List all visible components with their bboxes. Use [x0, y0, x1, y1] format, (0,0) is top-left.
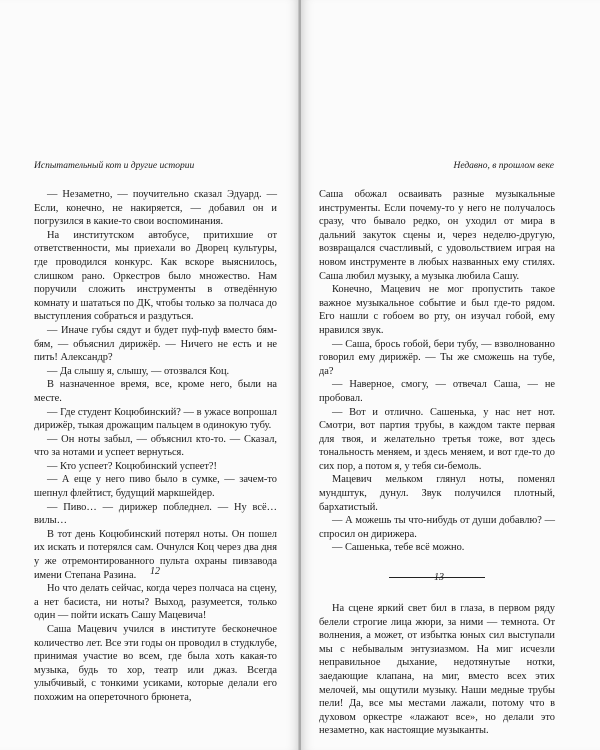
paragraph: — Незаметно, — поучительно сказал Эдуард. — Если, конечно, не накиряется, — добавил он и погрузился в какие-то свои воспоминания.: [34, 189, 277, 228]
paragraph: — Он ноты забыл, — объяснил кто-то. — Сказал, что за нотами и успеет вернуться.: [34, 433, 277, 459]
paragraph: Мацевич мельком глянул ноты, поменял мундштук, дунул. Звук получился плотный, бархатистый.: [319, 474, 555, 513]
paragraph: — Где студент Коцюбинский? — в ужасе вопрошал дирижёр, тыкая дрожащим пальцем в одинокую тубу.: [34, 406, 277, 432]
paragraph: — Кто успеет? Коцюбинский успеет?!: [47, 460, 217, 472]
paragraph: — Наверное, смогу, — отвечал Саша, — не пробовал.: [319, 379, 555, 404]
paragraph: — Да слышу я, слышу, — отозвался Коц.: [47, 365, 230, 377]
left-page-number: 12: [150, 566, 160, 577]
left-page-text: [34, 188, 277, 705]
right-page-number: 13: [434, 572, 444, 583]
paragraph: В назначенное время, все, кроме него, были на месте.: [34, 379, 277, 404]
paragraph: На сцене яркий свет бил в глаза, в первом ряду белели строгие лица жюри, за ними — темнота. От волнения, а может, от избытка юных сил выступали мы с небывалым энтузиазмом. На миг исчезли неправильное дыхание, недотянутые нотки, заедающие клапана, на миг, вместо всех этих мелочей, мы ощутили музыку. Наши медные трубы пели! Да, все мы местами лажали, потому что в духовом оркестре «лажают все», но делали это незаметно, как настоящие музыканты.: [319, 603, 555, 737]
paragraph: Но что делать сейчас, когда через полчаса на сцену, а нет басиста, ни ноты? Выход, разумеется, только один — пойти искать Сашу Мацевича!: [34, 583, 277, 622]
paragraph: В тот день Коцюбинский потерял ноты. Он пошел их искать и потерялся сам. Очнулся Коц через два дня у же отремонтированного пульта охраны пивзавода имени Степана Разина.: [34, 528, 277, 581]
paragraph: — Сашенька, тебе всё можно.: [332, 542, 465, 554]
left-page: [0, 0, 299, 750]
paragraph: — Иначе губы сядут и будет пуф-пуф вместо бям-бям, — объяснил дирижёр. — Ничего не есть и не пить! Александр?: [34, 324, 277, 364]
paragraph: — А можешь ты что-нибудь от души добавлю? — спросил он дирижера.: [319, 515, 555, 540]
paragraph: Саша Мацевич учился в институте бесконечное количество лет. Все эти годы он проводил в студклубе, принимая участие во всем, где была хоть какая-то музыка, будь то хор, театр или джаз. Всегда улыбчивый, с тонкими усиками, которые делали его похожим на опереточного брюнета,: [34, 624, 277, 703]
paragraph: Саша обожал осваивать разные музыкальные инструменты. Если почему-то у него не получалось сразу, что бывало редко, он уходил от мира в дальний закуток сцены и, через неделю-другую, возвращался счастливый, с удовольствием играя на новом инструменте в любых названных ему стилях. Саша любил музыку, а музыка любила Сашу.: [319, 189, 555, 282]
right-running-head: Недавно, в прошлом веке: [453, 161, 554, 171]
paragraph: — Пиво… — дирижер побледнел. — Ну всё… вилы…: [34, 501, 277, 527]
paragraph: На институтском автобусе, притихшие от ответственности, мы приехали во Дворец культуры, где проводился конкурс. Как вскоре выяснилось, слишком рано. Оркестров было множество. Нам поручили сложить инструменты в отведённую комнату и шататься по ДК, чтобы только за полчаса до выступления собраться и раздуться.: [34, 229, 277, 323]
paragraph: Конечно, Мацевич не мог пропустить такое важное музыкальное событие и был где-то рядом. Его нашли с гобоем во рту, он изучал гобой, ему нравился звук.: [319, 284, 555, 336]
right-page-text: [319, 188, 555, 738]
paragraph: — Вот и отлично. Сашенька, у нас нет нот. Смотри, вот партия трубы, в каждом такте первая для твоя, и желательно третья тоже, вот здесь тональность меняем, и здесь меняем, и вот где-то до сих пор, а потом я, у тебя си-бемоль.: [319, 406, 555, 472]
paragraph: — А еще у него пиво было в сумке, — зачем-то шепнул флейтист, будущий маркшейдер.: [34, 474, 277, 500]
paragraph: — Саша, брось гобой, бери тубу, — взволнованно говорил ему дирижёр. — Ты же сможешь на тубе, да?: [319, 338, 555, 377]
left-running-head: Испытательный кот и другие истории: [34, 161, 195, 171]
